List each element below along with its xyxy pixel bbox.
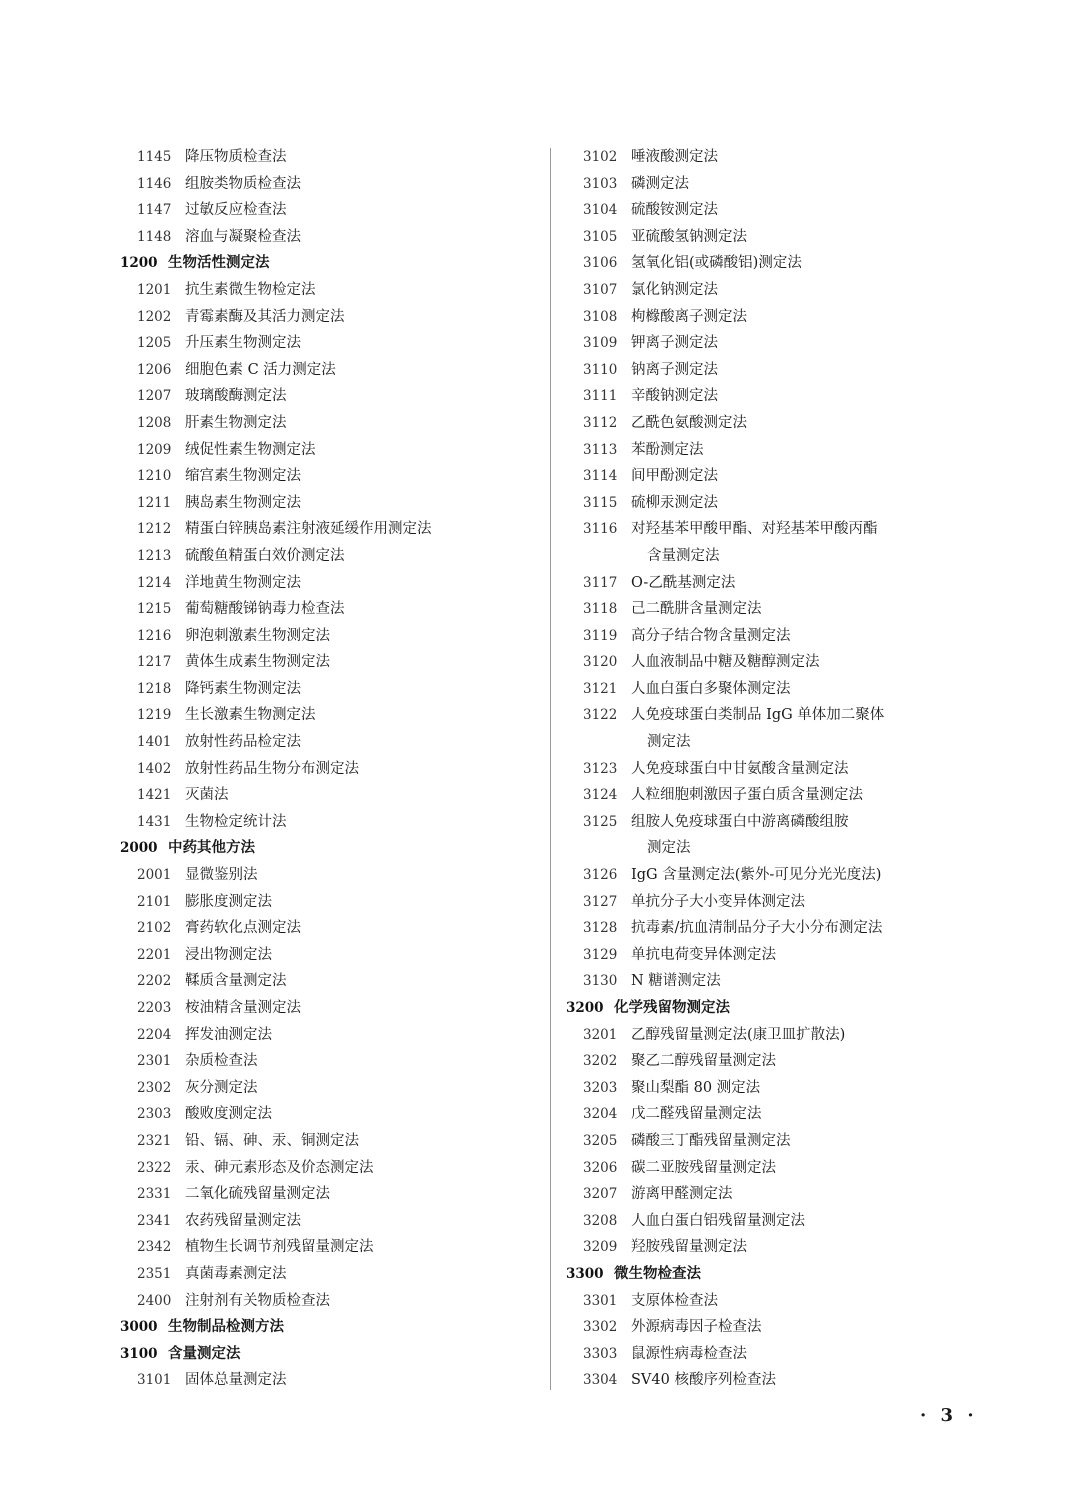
toc-entry-code: 3116	[583, 521, 618, 538]
toc-entry	[120, 889, 540, 916]
toc-entry-title: 显微鉴别法	[185, 867, 258, 884]
toc-entry-code: 1401	[137, 734, 172, 751]
toc-entry-title: 外源病毒因子检查法	[631, 1319, 762, 1336]
toc-section-heading	[120, 835, 540, 862]
toc-entry	[566, 144, 986, 171]
toc-entry	[120, 782, 540, 809]
toc-entry	[566, 968, 986, 995]
toc-entry	[120, 809, 540, 836]
toc-entry	[120, 277, 540, 304]
toc-entry	[566, 915, 986, 942]
toc-entry-code: 2303	[137, 1106, 172, 1123]
toc-entry-title: 黄体生成素生物测定法	[185, 654, 330, 671]
toc-entry-code: 3100	[120, 1345, 158, 1362]
toc-entry	[566, 463, 986, 490]
toc-entry	[566, 277, 986, 304]
toc-entry-title: SV40 核酸序列检查法	[631, 1372, 776, 1389]
toc-entry-title: 灰分测定法	[185, 1079, 258, 1096]
toc-entry-title: 固体总量测定法	[185, 1372, 287, 1389]
toc-entry	[120, 224, 540, 251]
toc-entry-title: 钠离子测定法	[631, 361, 718, 378]
toc-entry	[566, 357, 986, 384]
toc-section-heading	[120, 1341, 540, 1368]
toc-entry-title: 辛酸钠测定法	[631, 388, 718, 405]
toc-entry-title: 测定法	[647, 734, 691, 751]
toc-entry-code: 3202	[583, 1053, 618, 1070]
toc-entry-title: 鼠源性病毒检查法	[631, 1345, 747, 1362]
toc-entry-continuation	[566, 835, 986, 862]
toc-entry-title: 磷测定法	[631, 175, 689, 192]
toc-entry	[120, 995, 540, 1022]
toc-entry-code: 3119	[583, 627, 618, 644]
toc-entry-title: 苯酚测定法	[631, 441, 704, 458]
toc-entry-title: 葡萄糖酸锑钠毒力检查法	[185, 601, 345, 618]
toc-entry-title: 降压物质检查法	[185, 149, 287, 165]
toc-entry-code: 2342	[137, 1239, 172, 1256]
toc-entry-title: 枸橼酸离子测定法	[631, 308, 747, 325]
toc-entry	[566, 649, 986, 676]
toc-entry-code: 3300	[566, 1265, 604, 1282]
toc-section-heading	[120, 250, 540, 277]
toc-entry-code: 2204	[137, 1026, 172, 1043]
toc-entry-code: 3128	[583, 920, 618, 937]
toc-entry	[566, 1022, 986, 1049]
toc-entry	[120, 1181, 540, 1208]
toc-entry	[566, 437, 986, 464]
toc-entry	[566, 623, 986, 650]
toc-entry	[566, 224, 986, 251]
toc-entry-title: 人免疫球蛋白类制品 IgG 单体加二聚体	[631, 707, 885, 724]
toc-entry-code: 1145	[137, 149, 172, 165]
toc-entry-title: 钾离子测定法	[631, 335, 718, 352]
toc-entry-code: 1214	[137, 574, 172, 591]
toc-entry-title: 杂质检查法	[185, 1053, 258, 1070]
toc-entry-code: 2203	[137, 1000, 172, 1016]
toc-entry	[120, 1128, 540, 1155]
toc-entry-code: 1147	[137, 202, 172, 219]
toc-entry	[566, 383, 986, 410]
toc-entry	[566, 304, 986, 331]
toc-entry-code: 1219	[137, 707, 172, 724]
toc-entry-title: 注射剂有关物质检查法	[185, 1292, 330, 1309]
toc-entry	[566, 1075, 986, 1102]
toc-entry	[566, 197, 986, 224]
toc-entry-code: 3204	[583, 1106, 618, 1123]
toc-entry	[566, 1234, 986, 1261]
toc-entry-title: 人血液制品中糖及糖醇测定法	[631, 654, 820, 671]
toc-entry-title: 抗生素微生物检定法	[185, 281, 316, 298]
toc-entry-title: 唾液酸测定法	[631, 149, 718, 165]
toc-entry-code: 2301	[137, 1053, 172, 1070]
toc-entry-code: 3205	[583, 1132, 618, 1149]
toc-entry-title: 卵泡刺激素生物测定法	[185, 627, 330, 644]
toc-entry-title: 乙醇残留量测定法(康卫皿扩散法)	[631, 1026, 846, 1043]
toc-entry-title: 高分子结合物含量测定法	[631, 627, 791, 644]
toc-entry-continuation	[566, 543, 986, 570]
toc-entry	[566, 809, 986, 836]
toc-left-column	[120, 144, 540, 1394]
toc-entry-code: 2351	[137, 1265, 172, 1282]
toc-entry-code: 3125	[583, 813, 618, 830]
toc-entry-code: 3209	[583, 1239, 618, 1256]
toc-entry	[120, 623, 540, 650]
toc-entry-code: 3127	[583, 893, 618, 910]
toc-entry	[120, 1075, 540, 1102]
toc-entry-code: 3106	[583, 255, 618, 272]
toc-entry-code: 3126	[583, 867, 618, 884]
toc-entry-title: 中药其他方法	[168, 839, 255, 857]
toc-entry-title: 生物制品检测方法	[168, 1318, 284, 1336]
toc-entry-title: 含量测定法	[168, 1344, 241, 1362]
toc-entry-title: 乙酰色氨酸测定法	[631, 414, 747, 431]
toc-entry	[120, 1155, 540, 1182]
toc-entry-title: 溶血与凝聚检查法	[185, 228, 301, 245]
toc-entry-code: 3000	[120, 1319, 158, 1336]
toc-entry-code: 2101	[137, 893, 172, 910]
toc-entry-code: 3117	[583, 574, 618, 591]
toc-entry-title: 膏药软化点测定法	[185, 920, 301, 937]
toc-entry-continuation	[566, 729, 986, 756]
toc-entry	[566, 1155, 986, 1182]
toc-entry-code: 3122	[583, 707, 618, 724]
toc-entry-code: 3108	[583, 308, 618, 325]
toc-entry	[120, 1288, 540, 1315]
toc-entry	[566, 942, 986, 969]
toc-entry-title: 人血白蛋白多聚体测定法	[631, 680, 791, 697]
toc-entry-code: 3124	[583, 787, 618, 804]
toc-entry	[120, 1101, 540, 1128]
toc-entry-code: 1421	[137, 787, 172, 804]
toc-entry-title: 支原体检查法	[631, 1292, 718, 1309]
toc-entry-code: 1216	[137, 627, 172, 644]
toc-entry-title: 二氧化硫残留量测定法	[185, 1186, 330, 1203]
toc-entry-title: 真菌毒素测定法	[185, 1265, 287, 1282]
toc-entry	[566, 782, 986, 809]
toc-entry	[566, 516, 986, 543]
toc-entry	[120, 437, 540, 464]
toc-entry-title: N 糖谱测定法	[631, 973, 721, 990]
toc-entry	[120, 197, 540, 224]
toc-entry	[566, 250, 986, 277]
toc-entry	[566, 1181, 986, 1208]
toc-entry-code: 2400	[137, 1292, 172, 1309]
toc-entry	[120, 702, 540, 729]
toc-entry-code: 3101	[137, 1372, 172, 1389]
toc-entry-code: 2341	[137, 1212, 172, 1229]
toc-entry-code: 1217	[137, 654, 172, 671]
toc-entry-title: 鞣质含量测定法	[185, 973, 287, 990]
toc-entry-code: 3112	[583, 414, 618, 431]
toc-entry-title: 青霉素酶及其活力测定法	[185, 308, 345, 325]
toc-entry	[120, 862, 540, 889]
toc-entry-title: 精蛋白锌胰岛素注射液延缓作用测定法	[185, 521, 432, 538]
toc-entry	[120, 570, 540, 597]
toc-entry-title: IgG 含量测定法(紫外-可见分光光度法)	[631, 867, 882, 884]
toc-entry-title: 含量测定法	[647, 547, 720, 564]
toc-entry	[120, 915, 540, 942]
toc-entry-title: 绒促性素生物测定法	[185, 441, 316, 458]
toc-entry	[120, 729, 540, 756]
toc-entry-code: 1146	[137, 175, 172, 192]
toc-entry-code: 3110	[583, 361, 618, 378]
toc-entry-title: 挥发油测定法	[185, 1026, 272, 1043]
toc-entry-code: 3123	[583, 760, 618, 777]
toc-entry	[566, 490, 986, 517]
toc-entry-code: 2322	[137, 1159, 172, 1176]
toc-entry-title: 氯化钠测定法	[631, 281, 718, 298]
toc-entry-code: 1218	[137, 680, 172, 697]
toc-entry-title: 间甲酚测定法	[631, 468, 718, 485]
toc-entry-code: 1402	[137, 760, 172, 777]
toc-section-heading	[566, 1261, 986, 1288]
toc-entry	[566, 702, 986, 729]
toc-entry-code: 1201	[137, 281, 172, 298]
toc-entry-code: 3104	[583, 202, 618, 219]
toc-entry-title: 亚硫酸氢钠测定法	[631, 228, 747, 245]
toc-entry	[566, 1341, 986, 1368]
toc-entry-code: 2302	[137, 1079, 172, 1096]
toc-entry-code: 3207	[583, 1186, 618, 1203]
toc-entry-title: 测定法	[647, 840, 691, 857]
toc-entry	[120, 304, 540, 331]
toc-entry	[120, 968, 540, 995]
toc-right-column	[566, 144, 986, 1394]
toc-entry-title: 洋地黄生物测定法	[185, 574, 301, 591]
toc-entry	[566, 756, 986, 783]
toc-entry-title: 灭菌法	[185, 787, 229, 804]
toc-entry-title: O-乙酰基测定法	[631, 574, 736, 591]
toc-entry	[566, 1101, 986, 1128]
toc-entry-code: 1211	[137, 494, 172, 511]
toc-entry-title: 生物活性测定法	[168, 254, 270, 272]
toc-entry-code: 3114	[583, 468, 618, 485]
toc-entry	[120, 490, 540, 517]
toc-entry	[120, 596, 540, 623]
toc-entry-code: 1200	[120, 255, 158, 272]
toc-entry-code: 1148	[137, 228, 172, 245]
toc-entry	[566, 1314, 986, 1341]
toc-entry-title: 游离甲醛测定法	[631, 1186, 733, 1203]
toc-entry-code: 1207	[137, 388, 172, 405]
toc-entry-code: 3109	[583, 335, 618, 352]
toc-entry-title: 植物生长调节剂残留量测定法	[185, 1239, 374, 1256]
toc-entry-code: 1202	[137, 308, 172, 325]
toc-entry-code: 3208	[583, 1212, 618, 1229]
toc-entry	[120, 756, 540, 783]
toc-entry-code: 2321	[137, 1132, 172, 1149]
toc-entry-code: 2202	[137, 973, 172, 990]
toc-entry	[120, 516, 540, 543]
toc-entry-title: 升压素生物测定法	[185, 335, 301, 352]
toc-entry-title: 肝素生物测定法	[185, 414, 287, 431]
toc-entry-title: 己二酰肼含量测定法	[631, 601, 762, 618]
toc-entry-code: 3130	[583, 973, 618, 990]
toc-entry-title: 单抗电荷变异体测定法	[631, 946, 776, 963]
toc-entry-title: 桉油精含量测定法	[185, 1000, 301, 1016]
toc-entry-code: 1209	[137, 441, 172, 458]
toc-entry	[566, 330, 986, 357]
toc-section-heading	[566, 995, 986, 1022]
toc-entry-title: 单抗分子大小变异体测定法	[631, 893, 805, 910]
toc-entry-title: 胰岛素生物测定法	[185, 494, 301, 511]
toc-entry-code: 3129	[583, 946, 618, 963]
toc-entry-code: 3206	[583, 1159, 618, 1176]
column-divider	[550, 148, 551, 1390]
toc-entry-title: 玻璃酸酶测定法	[185, 388, 287, 405]
toc-entry	[120, 649, 540, 676]
toc-entry	[120, 1048, 540, 1075]
toc-entry-code: 3103	[583, 175, 618, 192]
toc-entry-code: 2331	[137, 1186, 172, 1203]
toc-entry-code: 3105	[583, 228, 618, 245]
toc-entry-title: 降钙素生物测定法	[185, 680, 301, 697]
toc-entry	[120, 463, 540, 490]
toc-entry-title: 细胞色素 C 活力测定法	[185, 361, 336, 378]
toc-entry	[120, 1208, 540, 1235]
toc-entry-code: 3121	[583, 680, 618, 697]
toc-entry-code: 3113	[583, 441, 618, 458]
toc-entry	[566, 1128, 986, 1155]
toc-entry-code: 1205	[137, 335, 172, 352]
toc-entry	[566, 1288, 986, 1315]
toc-entry-title: 过敏反应检查法	[185, 202, 287, 219]
toc-entry	[120, 942, 540, 969]
toc-entry-title: 抗毒素/抗血清制品分子大小分布测定法	[631, 920, 883, 937]
toc-entry	[566, 1367, 986, 1394]
toc-entry-code: 3201	[583, 1026, 618, 1043]
toc-entry-title: 放射性药品检定法	[185, 734, 301, 751]
toc-entry-title: 浸出物测定法	[185, 946, 272, 963]
toc-entry	[566, 171, 986, 198]
toc-entry-code: 2001	[137, 867, 172, 884]
toc-entry	[120, 410, 540, 437]
toc-entry-code: 2201	[137, 946, 172, 963]
toc-entry	[566, 862, 986, 889]
toc-entry-code: 3200	[566, 1000, 604, 1016]
toc-entry	[566, 410, 986, 437]
toc-entry-title: 聚山梨酯 80 测定法	[631, 1079, 761, 1096]
toc-entry-title: 聚乙二醇残留量测定法	[631, 1053, 776, 1070]
toc-section-heading	[120, 1314, 540, 1341]
toc-entry-code: 3302	[583, 1319, 618, 1336]
toc-entry-title: 缩宫素生物测定法	[185, 468, 301, 485]
toc-entry-title: 碳二亚胺残留量测定法	[631, 1159, 776, 1176]
toc-entry-title: 铅、镉、砷、汞、铜测定法	[185, 1132, 359, 1149]
toc-entry	[120, 357, 540, 384]
toc-entry-title: 组胺人免疫球蛋白中游离磷酸组胺	[631, 813, 849, 830]
toc-entry	[566, 596, 986, 623]
toc-entry-code: 3102	[583, 149, 618, 165]
toc-entry-code: 1431	[137, 813, 172, 830]
toc-entry	[120, 144, 540, 171]
toc-entry	[566, 889, 986, 916]
toc-entry-title: 羟胺残留量测定法	[631, 1239, 747, 1256]
toc-entry-code: 1210	[137, 468, 172, 485]
toc-entry	[566, 1048, 986, 1075]
toc-entry-code: 1206	[137, 361, 172, 378]
page-number: · 3 ·	[920, 1405, 978, 1426]
toc-entry-code: 1213	[137, 547, 172, 564]
toc-entry	[120, 1367, 540, 1394]
toc-entry-code: 3301	[583, 1292, 618, 1309]
toc-entry	[120, 676, 540, 703]
toc-entry-title: 化学残留物测定法	[614, 999, 730, 1016]
toc-entry	[120, 1261, 540, 1288]
toc-entry-code: 3118	[583, 601, 618, 618]
toc-entry-title: 人血白蛋白铝残留量测定法	[631, 1212, 805, 1229]
toc-entry	[120, 1234, 540, 1261]
toc-entry	[120, 330, 540, 357]
toc-entry-title: 生长激素生物测定法	[185, 707, 316, 724]
toc-entry-title: 膨胀度测定法	[185, 893, 272, 910]
toc-entry-title: 硫酸铵测定法	[631, 202, 718, 219]
toc-entry-title: 氢氧化铝(或磷酸铝)测定法	[631, 255, 802, 272]
toc-entry-code: 3303	[583, 1345, 618, 1362]
toc-entry-code: 2102	[137, 920, 172, 937]
toc-entry	[566, 1208, 986, 1235]
toc-entry	[120, 171, 540, 198]
toc-entry-code: 3111	[583, 388, 618, 405]
toc-entry-title: 生物检定统计法	[185, 813, 287, 830]
toc-entry	[120, 1022, 540, 1049]
toc-entry-code: 3304	[583, 1372, 618, 1389]
toc-entry-title: 微生物检查法	[614, 1264, 701, 1282]
toc-entry-code: 3107	[583, 281, 618, 298]
toc-entry-title: 硫柳汞测定法	[631, 494, 718, 511]
toc-entry-code: 3115	[583, 494, 618, 511]
toc-entry-title: 人粒细胞刺激因子蛋白质含量测定法	[631, 787, 863, 804]
toc-entry-code: 3120	[583, 654, 618, 671]
toc-entry-title: 硫酸鱼精蛋白效价测定法	[185, 547, 345, 564]
toc-entry-code: 1208	[137, 414, 172, 431]
toc-entry	[566, 676, 986, 703]
toc-entry	[566, 570, 986, 597]
toc-entry	[120, 543, 540, 570]
toc-entry-title: 放射性药品生物分布测定法	[185, 760, 359, 777]
toc-entry	[120, 383, 540, 410]
toc-entry-code: 2000	[120, 840, 158, 857]
toc-entry-title: 戊二醛残留量测定法	[631, 1106, 762, 1123]
toc-entry-code: 1215	[137, 601, 172, 618]
toc-entry-title: 人免疫球蛋白中甘氨酸含量测定法	[631, 760, 849, 777]
toc-entry-code: 1212	[137, 521, 172, 538]
toc-entry-title: 组胺类物质检查法	[185, 175, 301, 192]
toc-entry-title: 对羟基苯甲酸甲酯、对羟基苯甲酸丙酯	[631, 521, 878, 538]
toc-entry-title: 农药残留量测定法	[185, 1212, 301, 1229]
toc-entry-title: 磷酸三丁酯残留量测定法	[631, 1132, 791, 1149]
toc-entry-title: 汞、砷元素形态及价态测定法	[185, 1159, 374, 1176]
toc-entry-code: 3203	[583, 1079, 618, 1096]
toc-entry-title: 酸败度测定法	[185, 1106, 272, 1123]
